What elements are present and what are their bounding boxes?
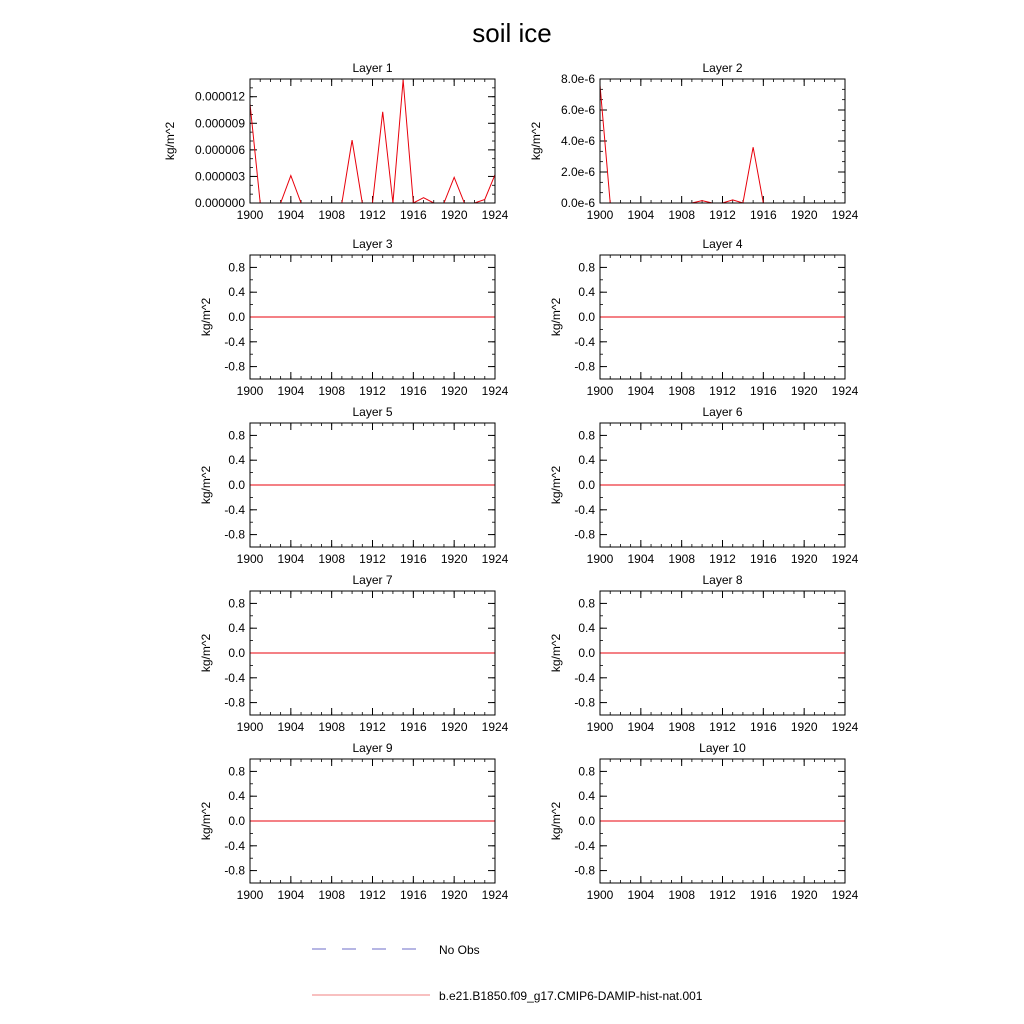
x-tick-label: 1912 — [359, 384, 386, 398]
y-axis-label-layer-3: kg/m^2 — [199, 297, 213, 337]
panel-title-layer-5: Layer 5 — [352, 405, 393, 419]
x-tick-label: 1904 — [627, 720, 655, 734]
x-tick-label: 1912 — [709, 208, 736, 222]
x-tick-label: 1916 — [749, 384, 777, 398]
panel-title-layer-7: Layer 7 — [352, 573, 393, 587]
legend — [312, 943, 703, 1003]
y-tick-label: 0.0 — [578, 814, 595, 828]
y-tick-label: 0.8 — [228, 428, 245, 443]
x-tick-label: 1912 — [359, 552, 386, 566]
y-tick-label: -0.8 — [224, 863, 245, 878]
y-tick-label: 0.8 — [578, 260, 595, 275]
y-tick-label: -0.4 — [574, 334, 595, 349]
y-tick-label: 0.8 — [578, 596, 595, 611]
y-tick-label: 0.4 — [228, 285, 245, 300]
y-tick-label: -0.8 — [574, 359, 595, 374]
panel-layer-2 — [529, 61, 859, 222]
panel-grid — [163, 61, 859, 902]
y-tick-label: -0.4 — [224, 334, 245, 349]
x-tick-label: 1900 — [586, 888, 614, 902]
panel-title-layer-4: Layer 4 — [702, 237, 743, 251]
panel-layer-9 — [199, 741, 509, 902]
y-axis-label-layer-8: kg/m^2 — [549, 633, 563, 673]
y-tick-label: 0.000012 — [194, 89, 245, 104]
x-tick-label: 1912 — [359, 208, 386, 222]
panel-title-layer-1: Layer 1 — [352, 61, 393, 75]
panel-title-layer-2: Layer 2 — [702, 61, 743, 75]
y-tick-label: -0.8 — [224, 695, 245, 710]
x-tick-label: 1904 — [627, 208, 655, 222]
x-tick-label: 1900 — [236, 888, 264, 902]
series-line-layer-2 — [600, 85, 845, 203]
x-tick-label: 1920 — [440, 720, 468, 734]
x-tick-label: 1916 — [399, 552, 427, 566]
x-tick-label: 1904 — [277, 552, 305, 566]
y-tick-label: 0.000003 — [194, 169, 245, 184]
y-axis-label-layer-1: kg/m^2 — [163, 121, 177, 161]
x-tick-label: 1904 — [627, 888, 655, 902]
y-axis-label-layer-5: kg/m^2 — [199, 465, 213, 505]
x-tick-label: 1916 — [399, 888, 427, 902]
x-tick-label: 1904 — [277, 384, 305, 398]
x-tick-label: 1924 — [481, 208, 509, 222]
y-tick-label: 0.8 — [578, 428, 595, 443]
y-tick-label: 4.0e-6 — [560, 134, 595, 148]
panel-layer-10 — [549, 741, 859, 902]
x-tick-label: 1900 — [236, 208, 264, 222]
x-tick-label: 1916 — [399, 384, 427, 398]
x-tick-label: 1908 — [318, 384, 346, 398]
y-tick-label: -0.8 — [574, 695, 595, 710]
y-tick-label: 0.0 — [578, 310, 595, 324]
y-tick-label: 0.0 — [228, 478, 245, 492]
x-tick-label: 1920 — [440, 888, 468, 902]
x-tick-label: 1916 — [749, 720, 777, 734]
y-axis-label-layer-2: kg/m^2 — [529, 121, 543, 161]
y-tick-label: 0.8 — [578, 764, 595, 779]
y-tick-label: 0.8 — [228, 260, 245, 275]
series-line-layer-1 — [250, 80, 495, 203]
panel-layer-1 — [163, 61, 509, 222]
panel-layer-5 — [199, 405, 509, 566]
x-tick-label: 1908 — [668, 552, 696, 566]
x-tick-label: 1900 — [236, 384, 264, 398]
legend-label-model-run: b.e21.B1850.f09_g17.CMIP6-DAMIP-hist-nat.001 — [439, 989, 703, 1003]
x-tick-label: 1912 — [359, 720, 386, 734]
x-tick-label: 1924 — [831, 552, 859, 566]
y-tick-label: 0.4 — [228, 621, 245, 636]
x-tick-label: 1900 — [236, 720, 264, 734]
x-tick-label: 1916 — [749, 208, 777, 222]
x-tick-label: 1916 — [749, 552, 777, 566]
y-tick-label: 0.4 — [578, 453, 595, 468]
y-tick-label: 0.8 — [228, 596, 245, 611]
y-tick-label: 0.000006 — [194, 142, 245, 157]
x-tick-label: 1912 — [709, 384, 736, 398]
y-tick-label: 0.8 — [228, 764, 245, 779]
y-tick-label: 0.0 — [578, 478, 595, 492]
x-tick-label: 1920 — [440, 208, 468, 222]
x-tick-label: 1900 — [586, 384, 614, 398]
y-axis-label-layer-4: kg/m^2 — [549, 297, 563, 337]
y-tick-label: -0.8 — [574, 527, 595, 542]
y-axis-label-layer-7: kg/m^2 — [199, 633, 213, 673]
panel-title-layer-9: Layer 9 — [352, 741, 393, 755]
plot-frame-layer-2 — [600, 79, 845, 203]
panel-layer-3 — [199, 237, 509, 398]
panel-title-layer-8: Layer 8 — [702, 573, 743, 587]
y-axis-label-layer-10: kg/m^2 — [549, 801, 563, 841]
x-tick-label: 1900 — [586, 208, 614, 222]
y-tick-label: -0.4 — [574, 838, 595, 853]
y-tick-label: 0.4 — [578, 285, 595, 300]
y-tick-label: -0.8 — [224, 359, 245, 374]
x-tick-label: 1904 — [277, 888, 305, 902]
x-tick-label: 1904 — [277, 208, 305, 222]
x-tick-label: 1908 — [668, 384, 696, 398]
x-tick-label: 1924 — [831, 720, 859, 734]
y-tick-label: -0.4 — [224, 502, 245, 517]
y-tick-label: 0.000000 — [194, 196, 245, 210]
x-tick-label: 1920 — [440, 384, 468, 398]
x-tick-label: 1908 — [318, 552, 346, 566]
y-tick-label: 2.0e-6 — [560, 165, 595, 179]
x-tick-label: 1916 — [749, 888, 777, 902]
legend-label-no-obs: No Obs — [439, 943, 480, 957]
y-tick-label: 0.0 — [228, 310, 245, 324]
y-tick-label: 0.4 — [578, 621, 595, 636]
x-tick-label: 1924 — [481, 552, 509, 566]
y-tick-label: 8.0e-6 — [560, 72, 595, 86]
x-tick-label: 1920 — [440, 552, 468, 566]
panel-title-layer-10: Layer 10 — [699, 741, 746, 755]
y-tick-label: 0.4 — [228, 453, 245, 468]
x-tick-label: 1924 — [831, 208, 859, 222]
x-tick-label: 1920 — [790, 552, 818, 566]
panel-layer-7 — [199, 573, 509, 734]
x-tick-label: 1908 — [668, 208, 696, 222]
y-tick-label: 0.4 — [228, 789, 245, 804]
x-tick-label: 1912 — [709, 720, 736, 734]
x-tick-label: 1924 — [831, 888, 859, 902]
y-tick-label: -0.4 — [574, 670, 595, 685]
y-tick-label: 0.4 — [578, 789, 595, 804]
x-tick-label: 1904 — [627, 384, 655, 398]
x-tick-label: 1924 — [481, 720, 509, 734]
y-tick-label: 0.000009 — [194, 116, 245, 131]
x-tick-label: 1912 — [359, 888, 386, 902]
x-tick-label: 1924 — [481, 384, 509, 398]
x-tick-label: 1908 — [318, 888, 346, 902]
x-tick-label: 1900 — [586, 552, 614, 566]
y-tick-label: 0.0 — [578, 646, 595, 660]
x-tick-label: 1904 — [277, 720, 305, 734]
panel-layer-6 — [549, 405, 859, 566]
x-tick-label: 1908 — [318, 208, 346, 222]
y-tick-label: 0.0 — [228, 814, 245, 828]
x-tick-label: 1920 — [790, 888, 818, 902]
y-tick-label: 0.0 — [228, 646, 245, 660]
x-tick-label: 1916 — [399, 720, 427, 734]
figure-title: soil ice — [472, 18, 552, 48]
x-tick-label: 1900 — [586, 720, 614, 734]
y-tick-label: -0.4 — [224, 670, 245, 685]
panel-title-layer-3: Layer 3 — [352, 237, 393, 251]
x-tick-label: 1900 — [236, 552, 264, 566]
x-tick-label: 1908 — [668, 720, 696, 734]
y-tick-label: -0.8 — [574, 863, 595, 878]
x-tick-label: 1920 — [790, 384, 818, 398]
x-tick-label: 1908 — [318, 720, 346, 734]
y-tick-label: -0.4 — [574, 502, 595, 517]
plot-frame-layer-1 — [250, 79, 495, 203]
y-tick-label: -0.8 — [224, 527, 245, 542]
x-tick-label: 1916 — [399, 208, 427, 222]
x-tick-label: 1908 — [668, 888, 696, 902]
y-tick-label: -0.4 — [224, 838, 245, 853]
panel-layer-4 — [549, 237, 859, 398]
panel-layer-8 — [549, 573, 859, 734]
x-tick-label: 1920 — [790, 720, 818, 734]
x-tick-label: 1924 — [831, 384, 859, 398]
x-tick-label: 1904 — [627, 552, 655, 566]
x-tick-label: 1912 — [709, 552, 736, 566]
panel-title-layer-6: Layer 6 — [702, 405, 743, 419]
y-axis-label-layer-6: kg/m^2 — [549, 465, 563, 505]
x-tick-label: 1924 — [481, 888, 509, 902]
y-tick-label: 0.0e-6 — [560, 196, 595, 210]
y-tick-label: 6.0e-6 — [560, 103, 595, 117]
x-tick-label: 1912 — [709, 888, 736, 902]
y-axis-label-layer-9: kg/m^2 — [199, 801, 213, 841]
x-tick-label: 1920 — [790, 208, 818, 222]
